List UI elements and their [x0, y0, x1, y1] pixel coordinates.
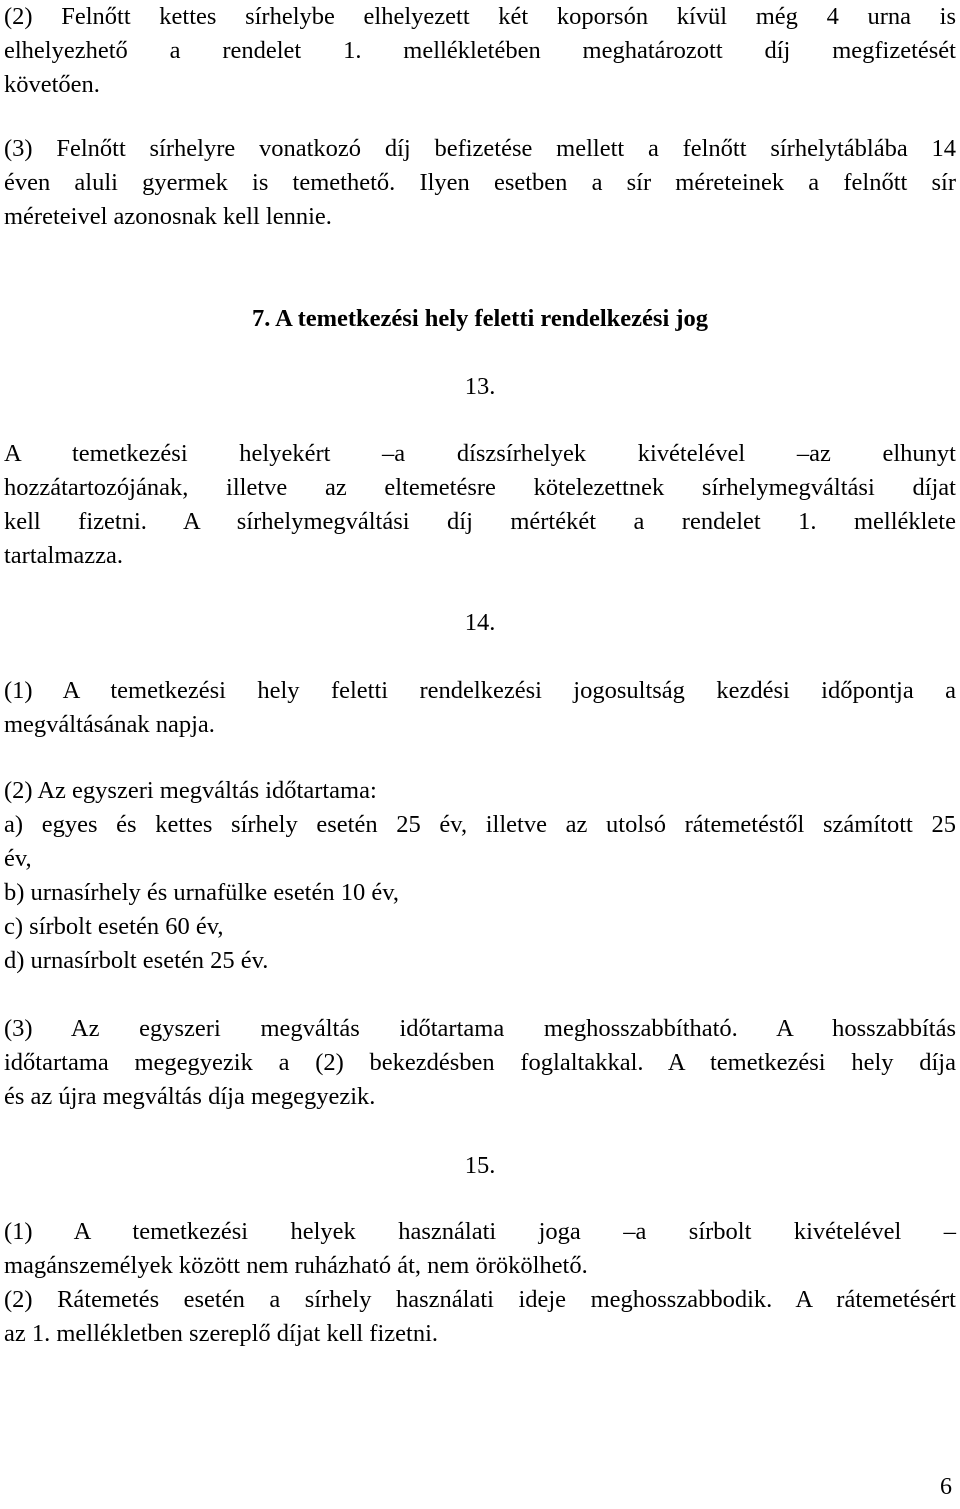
paragraph-line: hozzátartozójának, illetve az eltemetésre kötelezettnek sírhelymegváltási díjat: [4, 474, 956, 501]
paragraph-number-15: 15.: [464, 1152, 496, 1179]
paragraph-14-1: [4, 674, 956, 742]
paragraph-line: (2) Az egyszeri megváltás időtartama:: [4, 777, 377, 804]
paragraph-line: az 1. mellékletben szereplő díjat kell fizetni.: [4, 1320, 439, 1347]
paragraph-13: [4, 437, 956, 573]
list-item-b: b) urnasírhely és urnafülke esetén 10 év,: [4, 879, 400, 906]
paragraph-line: időtartama megegyezik a (2) bekezdésben foglaltakkal. A temetkezési hely díja: [4, 1049, 956, 1076]
paragraph-line: kell fizetni. A sírhelymegváltási díj mértékét a rendelet 1. melléklete: [4, 508, 956, 535]
paragraph-14-3: [4, 1012, 956, 1114]
paragraph-line: követően.: [4, 71, 100, 98]
section-heading: 7. A temetkezési hely feletti rendelkezési jog: [251, 305, 709, 332]
paragraph-line: éven aluli gyermek is temethető. Ilyen esetben a sír méreteinek a felnőtt sír: [4, 169, 956, 196]
list-item-a: a) egyes és kettes sírhely esetén 25 év, illetve az utolsó rátemetéstől számított 25: [4, 811, 956, 838]
paragraph-line: (2) Felnőtt kettes sírhelybe elhelyezett két koporsón kívül még 4 urna is: [4, 3, 956, 30]
paragraph-6-2: [4, 0, 956, 102]
list-item-a-cont: év,: [4, 845, 32, 872]
paragraph-15-1: [4, 1215, 956, 1283]
paragraph-15-2: [4, 1283, 956, 1351]
page-number: 6: [940, 1474, 952, 1500]
paragraph-line: elhelyezhető a rendelet 1. mellékletében meghatározott díj megfizetését: [4, 37, 956, 64]
paragraph-line: (1) A temetkezési hely feletti rendelkezési jogosultság kezdési időpontja a: [4, 677, 956, 704]
paragraph-line: (1) A temetkezési helyek használati joga –a sírbolt kivételével –: [4, 1218, 956, 1245]
paragraph-line: megváltásának napja.: [4, 711, 215, 738]
paragraph-6-3: [4, 132, 956, 234]
paragraph-number-13: 13.: [464, 373, 496, 400]
paragraph-line: magánszemélyek között nem ruházható át, nem örökölhető.: [4, 1252, 588, 1279]
paragraph-line: A temetkezési helyekért –a díszsírhelyek kivételével –az elhunyt: [4, 440, 956, 467]
paragraph-line: méreteivel azonosnak kell lennie.: [4, 203, 332, 230]
paragraph-line: tartalmazza.: [4, 542, 124, 569]
paragraph-line: (3) Felnőtt sírhelyre vonatkozó díj befizetése mellett a felnőtt sírhelytáblába 14: [4, 135, 956, 162]
paragraph-number-14: 14.: [464, 609, 496, 636]
paragraph-14-2: [4, 774, 956, 978]
list-item-d: d) urnasírbolt esetén 25 év.: [4, 947, 269, 974]
paragraph-line: (2) Rátemetés esetén a sírhely használati ideje meghosszabbodik. A rátemetésért: [4, 1286, 956, 1313]
list-item-c: c) sírbolt esetén 60 év,: [4, 913, 224, 940]
paragraph-line: és az újra megváltás díja megegyezik.: [4, 1083, 376, 1110]
paragraph-line: (3) Az egyszeri megváltás időtartama meghosszabbítható. A hosszabbítás: [4, 1015, 956, 1042]
